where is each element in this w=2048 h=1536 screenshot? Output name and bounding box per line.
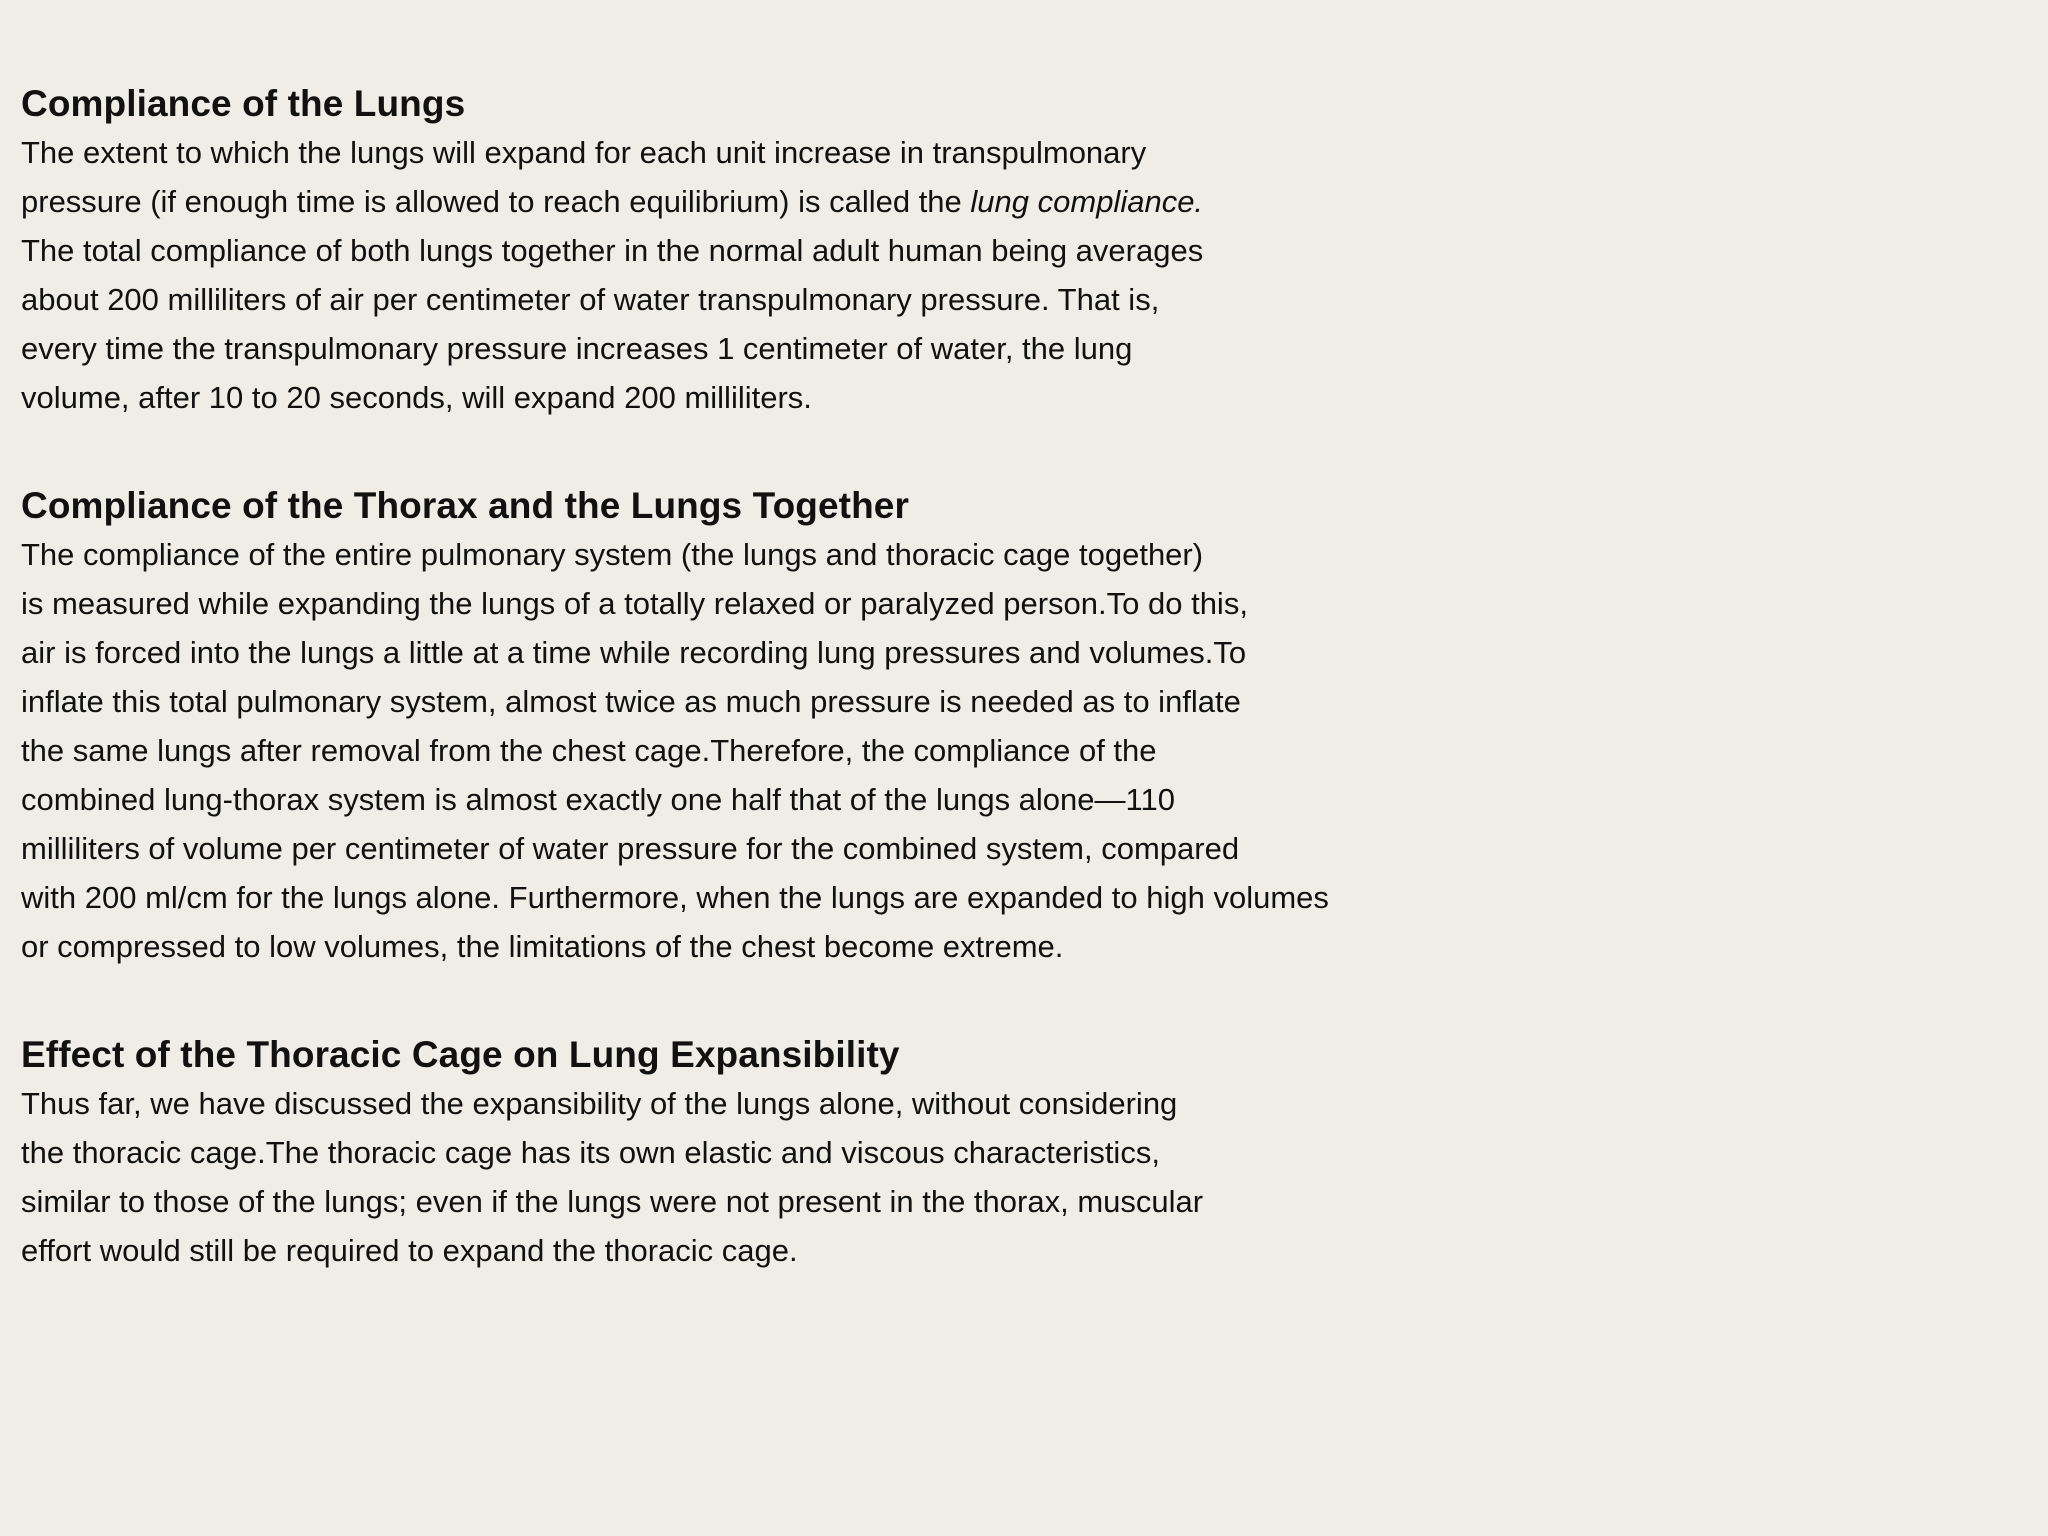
text-line: inflate this total pulmonary system, almost twice as much pressure is needed as to inflate bbox=[21, 684, 1241, 719]
text-line: about 200 milliliters of air per centimeter of water transpulmonary pressure. That is, bbox=[21, 282, 1160, 317]
text-line: effort would still be required to expand the thoracic cage. bbox=[21, 1233, 798, 1268]
text-line: the same lungs after removal from the chest cage.Therefore, the compliance of the bbox=[21, 733, 1157, 768]
section-heading: Compliance of the Thorax and the Lungs Together bbox=[21, 485, 909, 526]
text-line: Thus far, we have discussed the expansibility of the lungs alone, without considering bbox=[21, 1086, 1178, 1121]
section-body bbox=[21, 530, 1521, 971]
emphasized-term: lung compliance. bbox=[970, 184, 1204, 219]
text-line: air is forced into the lungs a little at a time while recording lung pressures and volumes.To bbox=[21, 635, 1247, 670]
section-lung-compliance bbox=[21, 82, 1521, 422]
text-line: volume, after 10 to 20 seconds, will expand 200 milliliters. bbox=[21, 380, 812, 415]
section-body bbox=[21, 128, 1521, 422]
text-line-segment: pressure (if enough time is allowed to reach equilibrium) is called the bbox=[21, 184, 971, 219]
text-line: milliliters of volume per centimeter of water pressure for the combined system, compared bbox=[21, 831, 1240, 866]
text-line: combined lung-thorax system is almost exactly one half that of the lungs alone—110 bbox=[21, 782, 1175, 817]
text-line: The extent to which the lungs will expand for each unit increase in transpulmonary bbox=[21, 135, 1147, 170]
text-line: every time the transpulmonary pressure increases 1 centimeter of water, the lung bbox=[21, 331, 1133, 366]
text-line: or compressed to low volumes, the limitations of the chest become extreme. bbox=[21, 929, 1064, 964]
section-thoracic-cage-effect bbox=[21, 1033, 1521, 1275]
section-body bbox=[21, 1079, 1521, 1275]
section-heading: Effect of the Thoracic Cage on Lung Expansibility bbox=[21, 1034, 900, 1075]
section-thorax-and-lungs-compliance bbox=[21, 484, 1521, 971]
text-line: the thoracic cage.The thoracic cage has its own elastic and viscous characteristics, bbox=[21, 1135, 1160, 1170]
text-line: is measured while expanding the lungs of a totally relaxed or paralyzed person.To do this, bbox=[21, 586, 1248, 621]
section-heading: Compliance of the Lungs bbox=[21, 83, 466, 124]
text-line: The compliance of the entire pulmonary system (the lungs and thoracic cage together) bbox=[21, 537, 1204, 572]
text-line: with 200 ml/cm for the lungs alone. Furthermore, when the lungs are expanded to high volumes bbox=[21, 880, 1329, 915]
text-line-with-term bbox=[21, 177, 1521, 226]
text-line: similar to those of the lungs; even if the lungs were not present in the thorax, muscular bbox=[21, 1184, 1204, 1219]
text-line: The total compliance of both lungs together in the normal adult human being averages bbox=[21, 233, 1204, 268]
